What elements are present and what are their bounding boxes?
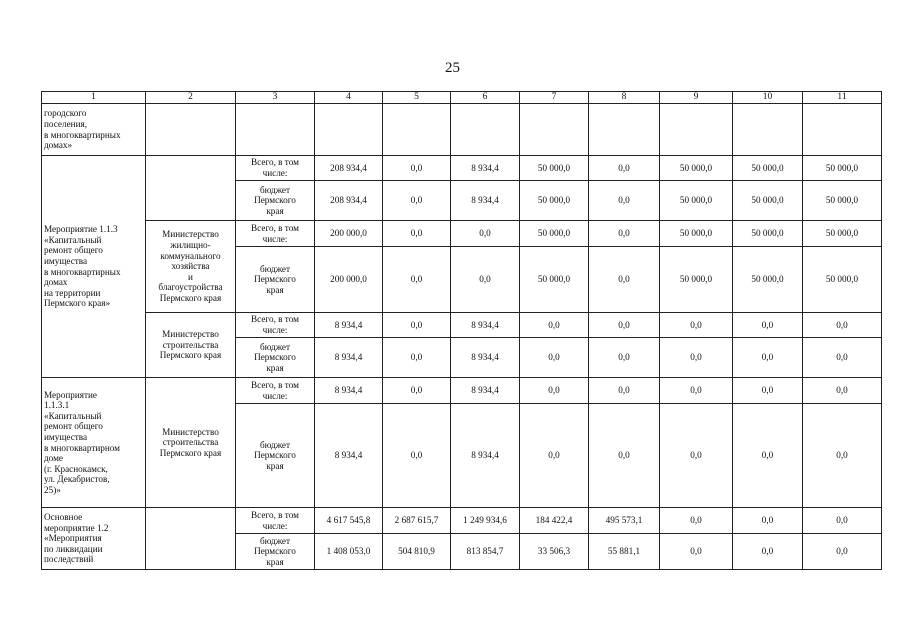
value-cell: 0,0 — [383, 404, 451, 508]
value-cell — [803, 104, 882, 156]
value-cell: 0,0 — [660, 404, 733, 508]
value-cell: 50 000,0 — [660, 221, 733, 247]
value-cell: 0,0 — [589, 338, 660, 378]
header-cell: 8 — [589, 92, 660, 104]
value-cell: 0,0 — [733, 404, 803, 508]
funding-source-cell: Всего, в том числе: — [236, 378, 315, 404]
executor-cell — [146, 156, 236, 221]
funding-source-cell: бюджет Пермского края — [236, 338, 315, 378]
funding-source-cell: Всего, в том числе: — [236, 156, 315, 181]
value-cell: 0,0 — [589, 404, 660, 508]
value-cell: 0,0 — [589, 156, 660, 181]
value-cell: 8 934,4 — [451, 404, 520, 508]
value-cell: 2 687 615,7 — [383, 508, 451, 534]
value-cell: 0,0 — [451, 221, 520, 247]
value-cell: 0,0 — [803, 378, 882, 404]
value-cell: 0,0 — [589, 313, 660, 338]
value-cell: 0,0 — [520, 338, 589, 378]
value-cell: 0,0 — [383, 221, 451, 247]
value-cell: 0,0 — [520, 404, 589, 508]
value-cell: 0,0 — [383, 247, 451, 313]
value-cell: 0,0 — [660, 508, 733, 534]
value-cell: 0,0 — [520, 313, 589, 338]
event-name-cell: Основное мероприятие 1.2 «Мероприятия по ликвидации последствий — [42, 508, 146, 570]
header-cell: 10 — [733, 92, 803, 104]
value-cell: 0,0 — [803, 534, 882, 570]
funding-source-cell: Всего, в том числе: — [236, 313, 315, 338]
value-cell: 495 573,1 — [589, 508, 660, 534]
value-cell: 8 934,4 — [451, 378, 520, 404]
value-cell: 0,0 — [660, 378, 733, 404]
value-cell: 0,0 — [383, 338, 451, 378]
funding-source-cell: бюджет Пермского края — [236, 247, 315, 313]
value-cell: 1 408 053,0 — [315, 534, 383, 570]
header-cell: 6 — [451, 92, 520, 104]
value-cell: 8 934,4 — [451, 181, 520, 221]
value-cell: 50 000,0 — [520, 181, 589, 221]
value-cell: 0,0 — [803, 313, 882, 338]
value-cell: 1 249 934,6 — [451, 508, 520, 534]
header-cell: 5 — [383, 92, 451, 104]
value-cell: 50 000,0 — [803, 221, 882, 247]
value-cell: 50 000,0 — [803, 247, 882, 313]
value-cell: 0,0 — [660, 534, 733, 570]
funding-source-cell: Всего, в том числе: — [236, 508, 315, 534]
funding-source-cell: Всего, в том числе: — [236, 221, 315, 247]
value-cell: 50 000,0 — [803, 156, 882, 181]
value-cell: 8 934,4 — [451, 313, 520, 338]
value-cell: 208 934,4 — [315, 181, 383, 221]
value-cell — [660, 104, 733, 156]
value-cell: 0,0 — [589, 378, 660, 404]
value-cell: 0,0 — [733, 378, 803, 404]
value-cell: 50 000,0 — [660, 156, 733, 181]
header-cell: 4 — [315, 92, 383, 104]
executor-cell: Министерство строительства Пермского края — [146, 378, 236, 508]
value-cell: 8 934,4 — [451, 338, 520, 378]
executor-cell: Министерство строительства Пермского края — [146, 313, 236, 378]
value-cell: 0,0 — [589, 221, 660, 247]
value-cell: 50 000,0 — [520, 247, 589, 313]
header-cell: 2 — [146, 92, 236, 104]
value-cell: 50 000,0 — [660, 247, 733, 313]
value-cell — [520, 104, 589, 156]
page-number: 25 — [445, 60, 460, 76]
funding-source-cell: бюджет Пермского края — [236, 404, 315, 508]
value-cell — [589, 104, 660, 156]
event-name-cell: Мероприятие 1.1.3 «Капитальный ремонт общего имущества в многоквартирных домах на территории Пермского края» — [42, 156, 146, 378]
table-row — [42, 378, 882, 404]
header-cell: 1 — [42, 92, 146, 104]
executor-cell — [146, 104, 236, 156]
budget-table — [41, 91, 882, 570]
value-cell: 0,0 — [660, 313, 733, 338]
value-cell: 0,0 — [589, 181, 660, 221]
value-cell: 184 422,4 — [520, 508, 589, 534]
value-cell: 813 854,7 — [451, 534, 520, 570]
value-cell: 0,0 — [660, 338, 733, 378]
event-name-cell: городского поселения, в многоквартирных домах» — [42, 104, 146, 156]
value-cell: 0,0 — [520, 378, 589, 404]
value-cell: 0,0 — [451, 247, 520, 313]
value-cell: 0,0 — [383, 156, 451, 181]
value-cell: 0,0 — [733, 508, 803, 534]
value-cell: 50 000,0 — [733, 247, 803, 313]
value-cell — [733, 104, 803, 156]
event-name-cell: Мероприятие 1.1.3.1 «Капитальный ремонт общего имущества в многоквартирном доме (г. Краснокамск, ул. Декабристов, 25)» — [42, 378, 146, 508]
value-cell: 0,0 — [383, 378, 451, 404]
header-cell: 3 — [236, 92, 315, 104]
header-row — [42, 92, 882, 104]
value-cell: 504 810,9 — [383, 534, 451, 570]
header-cell: 9 — [660, 92, 733, 104]
value-cell: 50 000,0 — [520, 156, 589, 181]
value-cell: 0,0 — [803, 404, 882, 508]
value-cell: 33 506,3 — [520, 534, 589, 570]
value-cell: 0,0 — [589, 247, 660, 313]
value-cell: 0,0 — [733, 313, 803, 338]
executor-cell: Министерство жилищно- коммунального хозяйства и благоустройства Пермского края — [146, 221, 236, 313]
value-cell: 0,0 — [733, 534, 803, 570]
value-cell — [315, 104, 383, 156]
value-cell: 50 000,0 — [733, 221, 803, 247]
value-cell: 8 934,4 — [315, 404, 383, 508]
table-row — [42, 508, 882, 534]
value-cell: 0,0 — [803, 338, 882, 378]
value-cell: 4 617 545,8 — [315, 508, 383, 534]
value-cell — [383, 104, 451, 156]
funding-source-cell: бюджет Пермского края — [236, 181, 315, 221]
value-cell: 50 000,0 — [520, 221, 589, 247]
funding-source-cell — [236, 104, 315, 156]
value-cell: 50 000,0 — [733, 181, 803, 221]
value-cell: 0,0 — [383, 181, 451, 221]
value-cell: 0,0 — [383, 313, 451, 338]
header-cell: 7 — [520, 92, 589, 104]
value-cell — [451, 104, 520, 156]
value-cell: 50 000,0 — [660, 181, 733, 221]
header-cell: 11 — [803, 92, 882, 104]
funding-source-cell: бюджет Пермского края — [236, 534, 315, 570]
value-cell: 8 934,4 — [451, 156, 520, 181]
value-cell: 208 934,4 — [315, 156, 383, 181]
value-cell: 200 000,0 — [315, 247, 383, 313]
executor-cell — [146, 508, 236, 570]
value-cell: 200 000,0 — [315, 221, 383, 247]
table-row — [42, 104, 882, 156]
table-row — [42, 156, 882, 181]
table-row — [42, 313, 882, 338]
value-cell: 0,0 — [733, 338, 803, 378]
value-cell: 50 000,0 — [803, 181, 882, 221]
value-cell: 0,0 — [803, 508, 882, 534]
value-cell: 55 881,1 — [589, 534, 660, 570]
value-cell: 50 000,0 — [733, 156, 803, 181]
value-cell: 8 934,4 — [315, 378, 383, 404]
value-cell: 8 934,4 — [315, 338, 383, 378]
value-cell: 8 934,4 — [315, 313, 383, 338]
table-row — [42, 221, 882, 247]
